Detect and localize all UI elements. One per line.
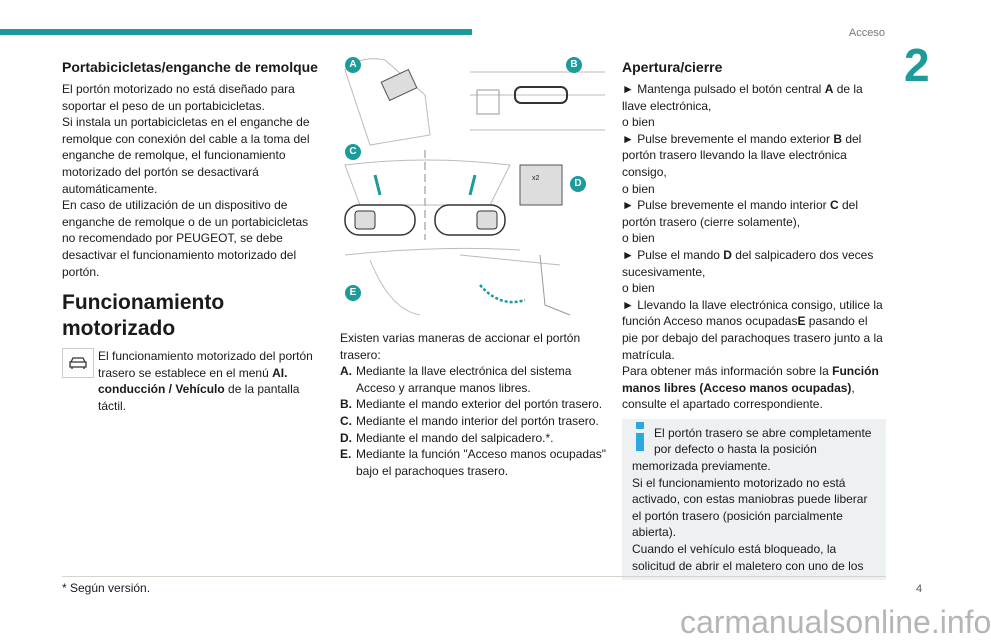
list-item [340, 363, 606, 396]
info-box [622, 419, 886, 580]
intro: Existen varias maneras de accionar el portón trasero: [340, 331, 581, 362]
item-key: C. [340, 413, 352, 428]
x2-label: x2 [532, 175, 540, 182]
item-key: A. [340, 364, 352, 379]
middle-column [340, 330, 606, 479]
step: ► Pulse el mando D del salpicadero dos veces sucesivamente, [622, 247, 874, 279]
text: de la pantalla táctil. [98, 382, 300, 413]
item-text: Mediante la función "Acceso manos ocupadas" bajo el parachoques trasero. [356, 447, 607, 478]
paragraph: En caso de utilización de un dispositivo de enganche de remolque o de un portabicicletas no recomendado por PEUGEOT, se debe desactivar el funcionamiento motorizado del portón. [62, 198, 309, 279]
or-text: o bien [622, 181, 655, 196]
right-column [622, 58, 886, 580]
list-item [340, 430, 606, 447]
heading-apertura: Apertura/cierre [622, 59, 723, 75]
item-text: Mediante el mando interior del portón trasero. [356, 413, 599, 428]
list-item [340, 413, 606, 430]
or-text: o bien [622, 115, 655, 130]
item-text: Mediante el mando exterior del portón trasero. [356, 397, 603, 412]
paragraph: El portón motorizado no está diseñado para soportar el peso de un portabicicletas. [62, 82, 295, 113]
item-key: D. [340, 430, 352, 445]
item-text: Mediante el mando del salpicadero.*. [356, 430, 554, 445]
more-info: Para obtener más información sobre la Función manos libres (Acceso manos ocupadas), consulte el apartado correspondiente. [622, 364, 879, 412]
paragraph: Si instala un portabicicletas en el enganche de remolque con conexión del cable a la toma del enganche de remolque, el funcionamiento motorizado del portón se desactivará automáticamente. [62, 115, 310, 196]
label-a: A [345, 57, 361, 73]
tailgate-illustration [340, 50, 605, 315]
section-title: Acceso [848, 27, 885, 39]
step: ► Mantenga pulsado el botón central A de la llave electrónica, [622, 82, 863, 113]
left-column [62, 58, 320, 415]
info-text: Cuando el vehículo está bloqueado, la solicitud de abrir el maletero con uno de los [632, 542, 864, 573]
step: ► Pulse brevemente el mando interior C del portón trasero (cierre solamente), [622, 198, 859, 229]
list-item [340, 446, 606, 479]
step: ► Pulse brevemente el mando exterior B del portón trasero llevando la llave electrónica consigo, [622, 131, 862, 179]
text: El funcionamiento motorizado del portón trasero se establece en el menú [98, 349, 313, 380]
or-text: o bien [622, 231, 655, 246]
label-e: E [345, 285, 361, 301]
label-d: D [570, 176, 586, 192]
list-item [340, 396, 606, 413]
heading-portabicicletas: Portabicicletas/enganche de remolque [62, 59, 318, 75]
heading-funcionamiento: Funcionamiento motorizado [62, 291, 225, 341]
item-key: B. [340, 397, 352, 412]
item-key: E. [340, 447, 352, 462]
header-bar [0, 29, 472, 35]
footnote: * Según versión. [62, 581, 151, 595]
menu-note [62, 348, 320, 414]
or-text: o bien [622, 281, 655, 296]
footer-divider [62, 576, 886, 577]
menu-path: AI. conducción / Vehículo [98, 365, 288, 397]
method-list [340, 363, 606, 479]
page-number: 4 [916, 583, 923, 595]
watermark: carmanualsonline.info [680, 604, 991, 640]
item-text: Mediante la llave electrónica del sistema Acceso y arranque manos libres. [356, 364, 572, 395]
step: ► Llevando la llave electrónica consigo, utilice la función Acceso manos ocupadasE pasando el pie por debajo del parachoques trasero junto a la matrícula. [622, 297, 883, 362]
label-c: C [345, 144, 361, 160]
info-icon [636, 429, 644, 451]
info-text: Si el funcionamiento motorizado no está activado, con estas maniobras puede liberar el portón trasero (posición parcialmente abierta). [632, 475, 868, 540]
label-b: B [566, 57, 582, 73]
info-text: El portón trasero se abre completamente por defecto o hasta la posición memorizada previamente. [632, 425, 872, 474]
chapter-number: 2 [904, 39, 930, 91]
car-icon [62, 348, 94, 378]
